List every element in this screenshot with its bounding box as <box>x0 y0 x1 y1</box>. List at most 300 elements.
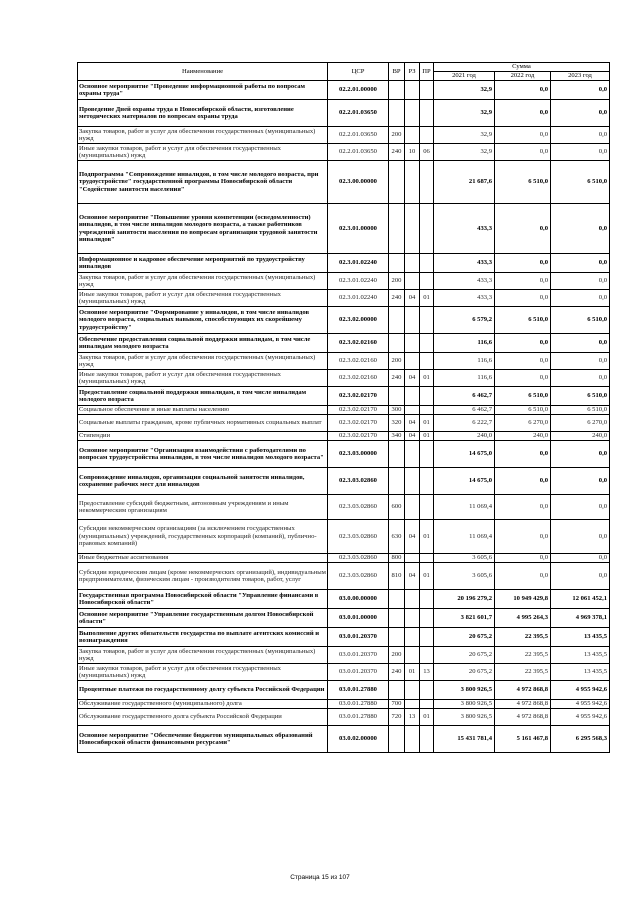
row-2021-cell: 3 821 601,7 <box>434 609 495 628</box>
row-pr-cell <box>420 700 434 709</box>
row-rz-cell <box>405 273 420 290</box>
table-row <box>78 204 610 254</box>
row-2023-cell: 240,0 <box>551 432 610 441</box>
row-vr-cell <box>389 387 405 406</box>
row-rz-cell: 04 <box>405 290 420 307</box>
header-year-2022: 2022 год <box>495 72 551 81</box>
row-2023-cell: 13 435,5 <box>551 647 610 664</box>
row-2022-cell: 0,0 <box>495 290 551 307</box>
table-row <box>78 370 610 387</box>
row-csr-cell: 02.2.01.03650 <box>328 100 389 127</box>
row-rz-cell: 04 <box>405 563 420 590</box>
row-2022-cell: 5 161 467,8 <box>495 726 551 753</box>
row-pr-cell <box>420 254 434 273</box>
row-2022-cell: 0,0 <box>495 563 551 590</box>
row-csr-cell: 02.3.02.02170 <box>328 432 389 441</box>
row-2023-cell: 12 061 452,1 <box>551 590 610 609</box>
row-vr-cell: 240 <box>389 144 405 161</box>
row-rz-cell <box>405 726 420 753</box>
row-2022-cell: 0,0 <box>495 370 551 387</box>
row-pr-cell <box>420 441 434 468</box>
row-vr-cell <box>389 441 405 468</box>
row-2021-cell: 6 579,2 <box>434 307 495 334</box>
row-2022-cell: 0,0 <box>495 127 551 144</box>
row-pr-cell: 01 <box>420 415 434 432</box>
row-vr-cell: 200 <box>389 353 405 370</box>
row-vr-cell: 200 <box>389 647 405 664</box>
table-row <box>78 406 610 415</box>
row-2022-cell: 4 995 264,3 <box>495 609 551 628</box>
row-2023-cell: 0,0 <box>551 370 610 387</box>
row-2023-cell: 6 270,0 <box>551 415 610 432</box>
row-2021-cell: 116,6 <box>434 370 495 387</box>
row-csr-cell: 03.0.01.20370 <box>328 628 389 647</box>
row-vr-cell <box>389 100 405 127</box>
row-pr-cell <box>420 468 434 495</box>
row-vr-cell <box>389 81 405 100</box>
row-csr-cell: 02.3.02.02160 <box>328 334 389 353</box>
row-vr-cell <box>389 468 405 495</box>
row-vr-cell: 800 <box>389 554 405 563</box>
table-row <box>78 273 610 290</box>
row-2021-cell: 32,9 <box>434 127 495 144</box>
row-vr-cell <box>389 334 405 353</box>
row-2023-cell: 0,0 <box>551 204 610 254</box>
row-csr-cell: 03.0.00.00000 <box>328 590 389 609</box>
row-csr-cell: 02.3.03.00000 <box>328 441 389 468</box>
row-2021-cell: 433,3 <box>434 290 495 307</box>
row-name-cell: Основное мероприятие "Формирование у инвалидов, в том числе инвалидов молодого возраста, социальных навыков, способствующих их скорейшему трудоустройству" <box>78 307 328 334</box>
table-row <box>78 700 610 709</box>
row-2021-cell: 20 675,2 <box>434 647 495 664</box>
row-csr-cell: 02.3.02.02160 <box>328 370 389 387</box>
row-pr-cell <box>420 127 434 144</box>
table-row <box>78 554 610 563</box>
table-row <box>78 520 610 554</box>
row-pr-cell: 01 <box>420 709 434 726</box>
table-row <box>78 432 610 441</box>
table-row <box>78 726 610 753</box>
row-vr-cell <box>389 681 405 700</box>
row-pr-cell <box>420 726 434 753</box>
header-rz: РЗ <box>405 63 420 81</box>
page-number: Страница 15 из 107 <box>290 874 350 881</box>
row-vr-cell: 700 <box>389 700 405 709</box>
row-2022-cell: 6 510,0 <box>495 161 551 204</box>
row-2022-cell: 0,0 <box>495 353 551 370</box>
row-2021-cell: 3 800 926,5 <box>434 709 495 726</box>
table-row <box>78 254 610 273</box>
row-name-cell: Основное мероприятие "Повышение уровня компетенции (осведомленности) инвалидов, в том числе инвалидов молодого возраста, а также работников учреждений занятости населения по вопросам организации трудовой занятости инвалидов" <box>78 204 328 254</box>
row-2022-cell: 4 972 868,8 <box>495 681 551 700</box>
row-2022-cell: 0,0 <box>495 100 551 127</box>
row-name-cell: Закупка товаров, работ и услуг для обеспечения государственных (муниципальных) нужд <box>78 273 328 290</box>
row-2021-cell: 14 675,0 <box>434 468 495 495</box>
row-2022-cell: 6 510,0 <box>495 387 551 406</box>
row-csr-cell: 02.3.02.02160 <box>328 353 389 370</box>
row-vr-cell <box>389 628 405 647</box>
row-vr-cell <box>389 590 405 609</box>
row-vr-cell: 200 <box>389 127 405 144</box>
row-name-cell: Иные бюджетные ассигнования <box>78 554 328 563</box>
row-name-cell: Закупка товаров, работ и услуг для обеспечения государственных (муниципальных) нужд <box>78 127 328 144</box>
row-rz-cell <box>405 307 420 334</box>
row-2023-cell: 0,0 <box>551 554 610 563</box>
row-rz-cell <box>405 204 420 254</box>
row-2022-cell: 10 949 429,8 <box>495 590 551 609</box>
row-name-cell: Проведение Дней охраны труда в Новосибирской области, изготовление методических материалов по вопросам охраны труда <box>78 100 328 127</box>
table-row <box>78 161 610 204</box>
row-2023-cell: 6 510,0 <box>551 307 610 334</box>
row-name-cell: Иные закупки товаров, работ и услуг для обеспечения государственных (муниципальных) нужд <box>78 290 328 307</box>
row-pr-cell <box>420 647 434 664</box>
row-2023-cell: 0,0 <box>551 290 610 307</box>
row-2022-cell: 0,0 <box>495 468 551 495</box>
table-row <box>78 468 610 495</box>
row-vr-cell: 810 <box>389 563 405 590</box>
row-2022-cell: 4 972 868,8 <box>495 700 551 709</box>
row-csr-cell: 03.0.01.27880 <box>328 700 389 709</box>
row-rz-cell <box>405 81 420 100</box>
row-vr-cell <box>389 609 405 628</box>
row-2022-cell: 22 395,5 <box>495 628 551 647</box>
row-csr-cell: 03.0.01.27880 <box>328 709 389 726</box>
row-rz-cell <box>405 681 420 700</box>
table-row <box>78 681 610 700</box>
row-csr-cell: 03.0.02.00000 <box>328 726 389 753</box>
row-pr-cell: 06 <box>420 144 434 161</box>
row-rz-cell <box>405 609 420 628</box>
row-pr-cell: 01 <box>420 290 434 307</box>
row-2021-cell: 116,6 <box>434 334 495 353</box>
row-2023-cell: 0,0 <box>551 353 610 370</box>
row-name-cell: Основное мероприятие "Управление государственным долгом Новосибирской области" <box>78 609 328 628</box>
row-name-cell: Процентные платежи по государственному долгу субъекта Российской Федерации <box>78 681 328 700</box>
row-rz-cell: 04 <box>405 370 420 387</box>
row-pr-cell <box>420 387 434 406</box>
row-vr-cell <box>389 204 405 254</box>
row-pr-cell: 01 <box>420 432 434 441</box>
row-name-cell: Иные закупки товаров, работ и услуг для обеспечения государственных (муниципальных) нужд <box>78 664 328 681</box>
row-csr-cell: 02.3.03.02860 <box>328 554 389 563</box>
table-row <box>78 100 610 127</box>
row-pr-cell <box>420 554 434 563</box>
row-vr-cell <box>389 161 405 204</box>
row-2022-cell: 240,0 <box>495 432 551 441</box>
row-csr-cell: 02.2.01.03650 <box>328 144 389 161</box>
row-pr-cell <box>420 609 434 628</box>
table-row <box>78 590 610 609</box>
row-name-cell: Обеспечение предоставления социальной поддержки инвалидам, в том числе инвалидам молодого возраста <box>78 334 328 353</box>
row-vr-cell: 240 <box>389 370 405 387</box>
row-2023-cell: 6 510,0 <box>551 406 610 415</box>
row-rz-cell <box>405 628 420 647</box>
header-pr: ПР <box>420 63 434 81</box>
row-2021-cell: 20 196 279,2 <box>434 590 495 609</box>
row-2021-cell: 6 222,7 <box>434 415 495 432</box>
row-rz-cell <box>405 254 420 273</box>
row-2023-cell: 6 295 568,3 <box>551 726 610 753</box>
table-row <box>78 709 610 726</box>
row-2021-cell: 433,3 <box>434 254 495 273</box>
row-rz-cell <box>405 406 420 415</box>
row-2021-cell: 20 675,2 <box>434 628 495 647</box>
row-vr-cell: 200 <box>389 273 405 290</box>
row-2021-cell: 32,9 <box>434 81 495 100</box>
row-pr-cell <box>420 628 434 647</box>
row-csr-cell: 02.3.02.02170 <box>328 387 389 406</box>
row-name-cell: Обслуживание государственного долга субъекта Российской Федерации <box>78 709 328 726</box>
row-2021-cell: 240,0 <box>434 432 495 441</box>
row-2023-cell: 0,0 <box>551 495 610 520</box>
row-2022-cell: 6 270,0 <box>495 415 551 432</box>
row-name-cell: Стипендии <box>78 432 328 441</box>
row-pr-cell <box>420 100 434 127</box>
row-2021-cell: 3 800 926,5 <box>434 681 495 700</box>
row-pr-cell <box>420 681 434 700</box>
row-rz-cell <box>405 468 420 495</box>
row-name-cell: Иные закупки товаров, работ и услуг для обеспечения государственных (муниципальных) нужд <box>78 370 328 387</box>
table-row <box>78 664 610 681</box>
row-pr-cell <box>420 590 434 609</box>
row-csr-cell: 02.3.02.00000 <box>328 307 389 334</box>
row-2023-cell: 0,0 <box>551 334 610 353</box>
row-pr-cell: 01 <box>420 370 434 387</box>
row-name-cell: Основное мероприятие "Проведение информационной работы по вопросам охраны труда" <box>78 81 328 100</box>
row-csr-cell: 02.3.03.02860 <box>328 520 389 554</box>
row-csr-cell: 02.3.02.02170 <box>328 415 389 432</box>
row-rz-cell <box>405 647 420 664</box>
row-2022-cell: 0,0 <box>495 554 551 563</box>
row-name-cell: Выполнение других обязательств государства по выплате агентских комиссий и вознаграждения <box>78 628 328 647</box>
row-csr-cell: 02.3.03.02860 <box>328 563 389 590</box>
row-2023-cell: 13 435,5 <box>551 628 610 647</box>
row-2023-cell: 13 435,5 <box>551 664 610 681</box>
row-2021-cell: 21 687,6 <box>434 161 495 204</box>
row-name-cell: Предоставление социальной поддержки инвалидам, в том числе инвалидам молодого возраста <box>78 387 328 406</box>
header-sum: Сумма <box>434 63 610 72</box>
row-rz-cell <box>405 495 420 520</box>
row-2021-cell: 32,9 <box>434 100 495 127</box>
row-2022-cell: 0,0 <box>495 81 551 100</box>
row-rz-cell <box>405 387 420 406</box>
table-row <box>78 127 610 144</box>
row-name-cell: Предоставление субсидий бюджетным, автономным учреждениям и иным некоммерческим организациям <box>78 495 328 520</box>
row-pr-cell <box>420 307 434 334</box>
table-row <box>78 647 610 664</box>
row-csr-cell: 02.3.03.02860 <box>328 495 389 520</box>
table-row <box>78 307 610 334</box>
row-csr-cell: 03.0.01.20370 <box>328 647 389 664</box>
row-2022-cell: 6 510,0 <box>495 406 551 415</box>
row-2022-cell: 0,0 <box>495 144 551 161</box>
row-2022-cell: 0,0 <box>495 520 551 554</box>
row-2022-cell: 0,0 <box>495 441 551 468</box>
row-rz-cell: 04 <box>405 432 420 441</box>
row-2023-cell: 0,0 <box>551 144 610 161</box>
row-vr-cell: 240 <box>389 664 405 681</box>
row-csr-cell: 02.2.01.03650 <box>328 127 389 144</box>
table-row <box>78 441 610 468</box>
row-rz-cell: 04 <box>405 415 420 432</box>
header-year-2023: 2023 год <box>551 72 610 81</box>
row-2021-cell: 11 069,4 <box>434 520 495 554</box>
table-row <box>78 81 610 100</box>
row-csr-cell: 02.3.03.02860 <box>328 468 389 495</box>
row-pr-cell: 13 <box>420 664 434 681</box>
table-row <box>78 415 610 432</box>
row-2021-cell: 11 069,4 <box>434 495 495 520</box>
row-2021-cell: 15 431 781,4 <box>434 726 495 753</box>
row-2023-cell: 0,0 <box>551 563 610 590</box>
row-2023-cell: 0,0 <box>551 273 610 290</box>
row-2021-cell: 20 675,2 <box>434 664 495 681</box>
row-name-cell: Подпрограмма "Сопровождение инвалидов, в том числе молодого возраста, при трудоустройстве" государственной программы Новосибирской области "Содействие занятости населения" <box>78 161 328 204</box>
row-2023-cell: 0,0 <box>551 254 610 273</box>
row-csr-cell: 02.3.01.02240 <box>328 254 389 273</box>
row-csr-cell: 02.3.01.00000 <box>328 204 389 254</box>
row-name-cell: Информационное и кадровое обеспечение мероприятий по трудоустройству инвалидов <box>78 254 328 273</box>
row-name-cell: Социальное обеспечение и иные выплаты населению <box>78 406 328 415</box>
row-pr-cell <box>420 204 434 254</box>
row-2023-cell: 4 955 942,6 <box>551 681 610 700</box>
row-rz-cell <box>405 554 420 563</box>
row-vr-cell: 720 <box>389 709 405 726</box>
row-2023-cell: 6 510,0 <box>551 387 610 406</box>
row-2023-cell: 6 510,0 <box>551 161 610 204</box>
row-csr-cell: 03.0.01.00000 <box>328 609 389 628</box>
table-row <box>78 495 610 520</box>
row-2021-cell: 32,9 <box>434 144 495 161</box>
row-rz-cell: 13 <box>405 709 420 726</box>
row-vr-cell: 240 <box>389 290 405 307</box>
row-name-cell: Иные закупки товаров, работ и услуг для обеспечения государственных (муниципальных) нужд <box>78 144 328 161</box>
row-name-cell: Сопровождение инвалидов, организация социальной занятости инвалидов, сохранение рабочих мест для инвалидов <box>78 468 328 495</box>
row-name-cell: Субсидии юридическим лицам (кроме некоммерческих организаций), индивидуальным предпринимателям, физическим лицам - производителям товаров, работ, услуг <box>78 563 328 590</box>
header-csr: ЦСР <box>328 63 389 81</box>
row-rz-cell <box>405 127 420 144</box>
row-vr-cell: 300 <box>389 406 405 415</box>
row-2021-cell: 6 462,7 <box>434 387 495 406</box>
table-row <box>78 353 610 370</box>
row-csr-cell: 02.3.02.02170 <box>328 406 389 415</box>
table-row <box>78 609 610 628</box>
row-pr-cell <box>420 406 434 415</box>
table-body <box>78 81 610 753</box>
row-vr-cell: 320 <box>389 415 405 432</box>
row-pr-cell <box>420 353 434 370</box>
table-row <box>78 563 610 590</box>
row-2021-cell: 6 462,7 <box>434 406 495 415</box>
row-2023-cell: 0,0 <box>551 81 610 100</box>
row-2023-cell: 4 955 942,6 <box>551 700 610 709</box>
row-pr-cell <box>420 273 434 290</box>
row-pr-cell: 01 <box>420 520 434 554</box>
row-2021-cell: 3 800 926,5 <box>434 700 495 709</box>
row-pr-cell <box>420 161 434 204</box>
row-name-cell: Основное мероприятие "Обеспечение бюджетов муниципальных образований Новосибирской области финансовыми ресурсами" <box>78 726 328 753</box>
row-rz-cell <box>405 700 420 709</box>
row-csr-cell: 02.3.01.02240 <box>328 290 389 307</box>
row-csr-cell: 02.3.01.02240 <box>328 273 389 290</box>
header-year-2021: 2021 год <box>434 72 495 81</box>
row-csr-cell: 02.3.00.00000 <box>328 161 389 204</box>
table-row <box>78 628 610 647</box>
row-vr-cell <box>389 307 405 334</box>
row-rz-cell <box>405 334 420 353</box>
table-row <box>78 387 610 406</box>
row-2022-cell: 0,0 <box>495 334 551 353</box>
row-vr-cell <box>389 254 405 273</box>
budget-table <box>77 62 610 753</box>
row-2022-cell: 22 395,5 <box>495 664 551 681</box>
table-row <box>78 144 610 161</box>
row-vr-cell: 600 <box>389 495 405 520</box>
table-row <box>78 334 610 353</box>
row-vr-cell <box>389 726 405 753</box>
row-2023-cell: 4 955 942,6 <box>551 709 610 726</box>
table-row <box>78 290 610 307</box>
row-csr-cell: 03.0.01.20370 <box>328 664 389 681</box>
row-rz-cell: 01 <box>405 664 420 681</box>
row-2021-cell: 433,3 <box>434 273 495 290</box>
row-2022-cell: 22 395,5 <box>495 647 551 664</box>
row-2021-cell: 3 605,6 <box>434 563 495 590</box>
header-name: Наименование <box>78 63 328 81</box>
row-name-cell: Субсидии некоммерческим организациям (за исключением государственных (муниципальных) учреждений, государственных корпораций (компаний), публично-правовых компаний) <box>78 520 328 554</box>
row-2021-cell: 3 605,6 <box>434 554 495 563</box>
row-rz-cell <box>405 590 420 609</box>
row-2022-cell: 0,0 <box>495 254 551 273</box>
row-2022-cell: 0,0 <box>495 495 551 520</box>
row-rz-cell <box>405 161 420 204</box>
row-2023-cell: 0,0 <box>551 520 610 554</box>
row-csr-cell: 02.2.01.00000 <box>328 81 389 100</box>
row-pr-cell <box>420 81 434 100</box>
row-name-cell: Закупка товаров, работ и услуг для обеспечения государственных (муниципальных) нужд <box>78 647 328 664</box>
row-csr-cell: 03.0.01.27880 <box>328 681 389 700</box>
row-rz-cell: 04 <box>405 520 420 554</box>
row-2022-cell: 4 972 868,8 <box>495 709 551 726</box>
row-2023-cell: 4 969 378,1 <box>551 609 610 628</box>
header-vr: ВР <box>389 63 405 81</box>
row-vr-cell: 340 <box>389 432 405 441</box>
row-pr-cell <box>420 495 434 520</box>
row-2022-cell: 6 510,0 <box>495 307 551 334</box>
row-2021-cell: 116,6 <box>434 353 495 370</box>
row-rz-cell <box>405 441 420 468</box>
row-rz-cell <box>405 353 420 370</box>
row-2021-cell: 14 675,0 <box>434 441 495 468</box>
row-rz-cell: 10 <box>405 144 420 161</box>
row-pr-cell: 01 <box>420 563 434 590</box>
row-2023-cell: 0,0 <box>551 441 610 468</box>
row-name-cell: Обслуживание государственного (муниципального) долга <box>78 700 328 709</box>
row-vr-cell: 630 <box>389 520 405 554</box>
row-name-cell: Социальные выплаты гражданам, кроме публичных нормативных социальных выплат <box>78 415 328 432</box>
row-name-cell: Закупка товаров, работ и услуг для обеспечения государственных (муниципальных) нужд <box>78 353 328 370</box>
row-2022-cell: 0,0 <box>495 273 551 290</box>
row-2023-cell: 0,0 <box>551 468 610 495</box>
row-2021-cell: 433,3 <box>434 204 495 254</box>
row-2023-cell: 0,0 <box>551 100 610 127</box>
row-name-cell: Государственная программа Новосибирской области "Управление финансами в Новосибирской области" <box>78 590 328 609</box>
row-name-cell: Основное мероприятие "Организация взаимодействия с работодателями по вопросам трудоустройства инвалидов, в том числе инвалидов молодого возраста" <box>78 441 328 468</box>
row-pr-cell <box>420 334 434 353</box>
row-rz-cell <box>405 100 420 127</box>
row-2022-cell: 0,0 <box>495 204 551 254</box>
row-2023-cell: 0,0 <box>551 127 610 144</box>
